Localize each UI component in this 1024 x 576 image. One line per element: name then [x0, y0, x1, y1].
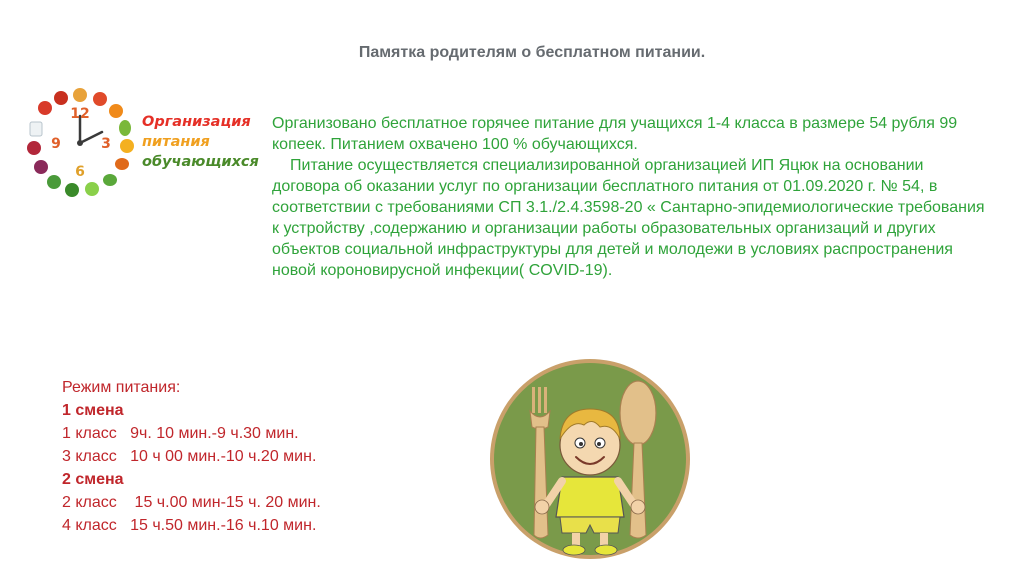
schedule-heading: Режим питания: — [62, 379, 181, 396]
clock-number-9: 9 — [51, 136, 61, 152]
schedule-row: 2 класс 15 ч.00 мин-15 ч. 20 мин. — [62, 494, 321, 511]
schedule-row: 3 класс 10 ч 00 мин.-10 ч.20 мин. — [62, 448, 317, 465]
page-title: Памятка родителям о бесплатном питании. — [358, 44, 706, 61]
clock-number-3: 3 — [101, 136, 111, 152]
food-organization-logo — [24, 86, 264, 198]
logo-line-2: питания — [142, 134, 210, 150]
schedule-row: 1 класс 9ч. 10 мин.-9 ч.30 мин. — [62, 425, 299, 442]
main-text — [272, 113, 992, 281]
clock-number-12: 12 — [70, 106, 90, 122]
logo-text — [142, 112, 259, 172]
child-with-spoons-illustration — [488, 357, 692, 561]
logo-line-1: Организация — [142, 114, 251, 130]
food-clock-icon — [24, 86, 136, 198]
paragraph-1: Организовано бесплатное горячее питание для учащихся 1-4 класса в размере 54 рубля 99 копеек. Питанием охвачено 100 % обучающихся. — [272, 115, 958, 153]
paragraph-2: Питание осуществляется специализированной организацией ИП Яцюк на основании договора об оказании услуг по организации бесплатного питания от 01.09.2020 г. № 54, в соответствии с требованиями СП 3.1./2.4.3598-20 « Сантарно-эпидемиологические требования к устройству ,содержанию и организации работы образовательных организаций и других объектов социальной инфраструктуры для детей и молодежи в условиях распространения новой короновирусной инфекции( COVID-19). — [272, 157, 985, 279]
schedule-row: 4 класс 15 ч.50 мин.-16 ч.10 мин. — [62, 517, 317, 534]
meal-schedule — [62, 376, 422, 537]
clock-number-6: 6 — [75, 164, 85, 180]
shift-1-label: 1 смена — [62, 402, 124, 419]
shift-2-label: 2 смена — [62, 471, 124, 488]
logo-line-3: обучающихся — [142, 154, 259, 170]
